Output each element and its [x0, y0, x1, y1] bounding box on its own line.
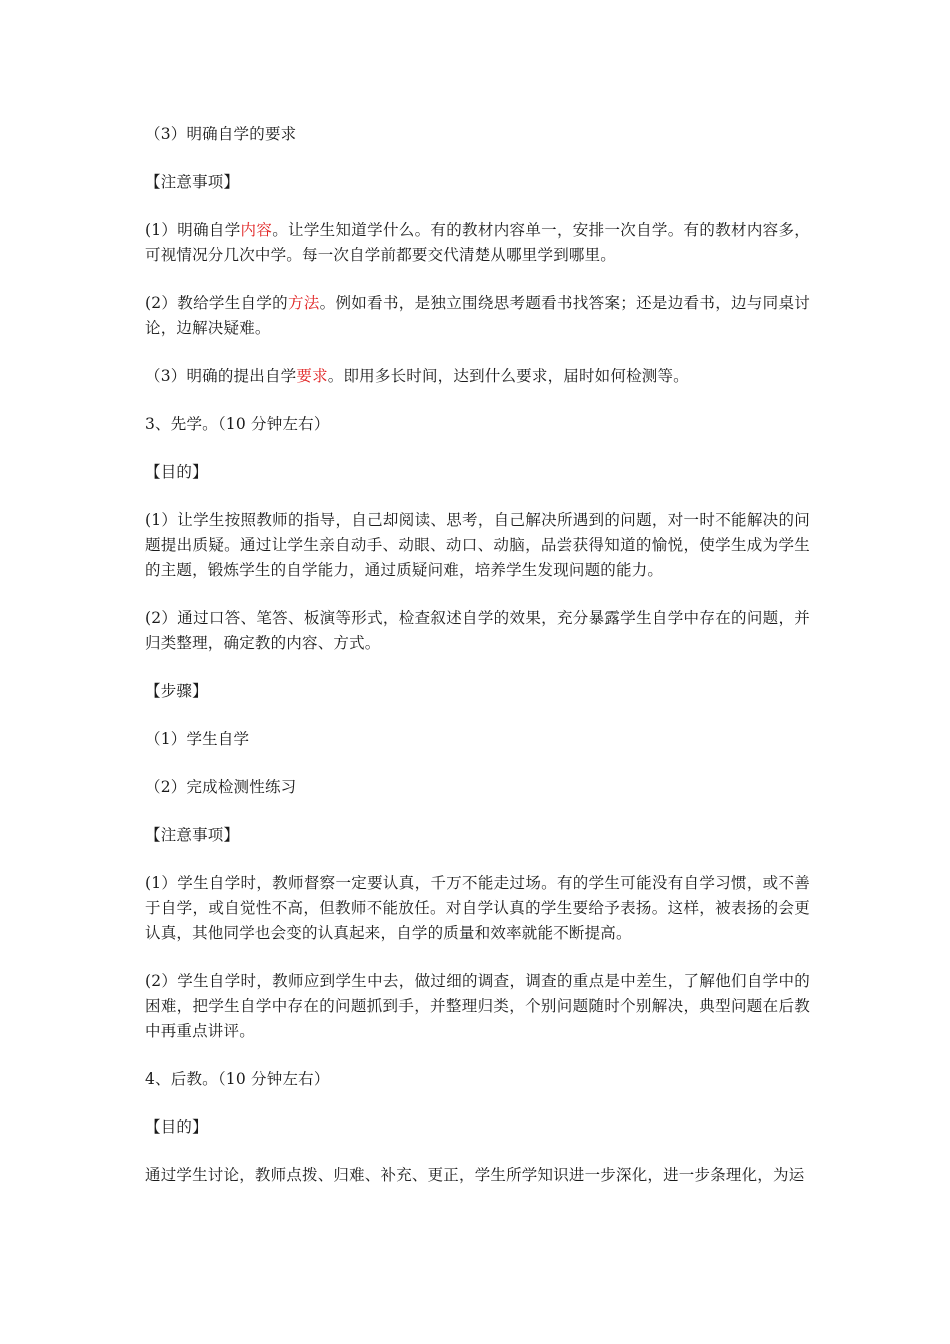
section-heading-notes-2: 【注意事项】: [145, 826, 240, 844]
note-1-content: (1）明确自学内容。让学生知道学什么。有的教材内容单一，安排一次自学。有的教材内容多，可视情况分几次中学。每一次自学前都要交代清楚从哪里学到哪里。: [145, 221, 811, 264]
note-3-requirement: （3）明确的提出自学要求。即用多长时间，达到什么要求，届时如何检测等。: [145, 367, 689, 385]
section-heading-purpose-2: 【目的】: [145, 1118, 208, 1136]
step-2: （2）完成检测性练习: [145, 778, 297, 796]
highlight-content: 内容: [240, 221, 273, 239]
step-3-requirement-line: （3）明确自学的要求: [145, 125, 297, 143]
note-investigation: (2）学生自学时，教师应到学生中去，做过细的调查，调查的重点是中差生，了解他们自学中的困难，把学生自学中存在的问题抓到手，并整理归类，个别问题随时个别解决，典型问题在后教中再重点讲评。: [145, 972, 810, 1040]
section-heading-purpose: 【目的】: [145, 463, 208, 481]
note-2-method: (2）教给学生自学的方法。例如看书，是独立围绕思考题看书找答案；还是边看书，边与同桌讨论，边解决疑难。: [145, 294, 810, 337]
note-supervision: (1）学生自学时，教师督察一定要认真，千万不能走过场。有的学生可能没有自学习惯，或不善于自学，或自觉性不高，但教师不能放任。对自学认真的学生要给予表扬。这样，被表扬的会更认真，其他同学也会变的认真起来，自学的质量和效率就能不断提高。: [145, 874, 810, 942]
purpose-1: (1）让学生按照教师的指导，自己却阅读、思考，自己解决所遇到的问题，对一时不能解决的问题提出质疑。通过让学生亲自动手、动眼、动口、动脑，品尝获得知道的愉悦，使学生成为学生的主题，锻炼学生的自学能力，通过质疑问难，培养学生发现问题的能力。: [145, 511, 810, 579]
step-1: （1）学生自学: [145, 730, 250, 748]
highlight-requirement: 要求: [296, 367, 328, 385]
section-heading-notes: 【注意事项】: [145, 173, 240, 191]
purpose-2: (2）通过口答、笔答、板演等形式，检查叙述自学的效果，充分暴露学生自学中存在的问题，并归类整理，确定教的内容、方式。: [145, 609, 810, 652]
purpose-houjiao: 通过学生讨论，教师点拨、归难、补充、更正，学生所学知识进一步深化，进一步条理化，为运: [145, 1166, 805, 1184]
section-title-houjiao: 4、后教。（10 分钟左右）: [145, 1070, 330, 1088]
section-title-xianxue: 3、先学。（10 分钟左右）: [145, 415, 330, 433]
section-heading-steps: 【步骤】: [145, 682, 208, 700]
highlight-method: 方法: [288, 294, 320, 312]
document-page: [145, 122, 810, 1211]
